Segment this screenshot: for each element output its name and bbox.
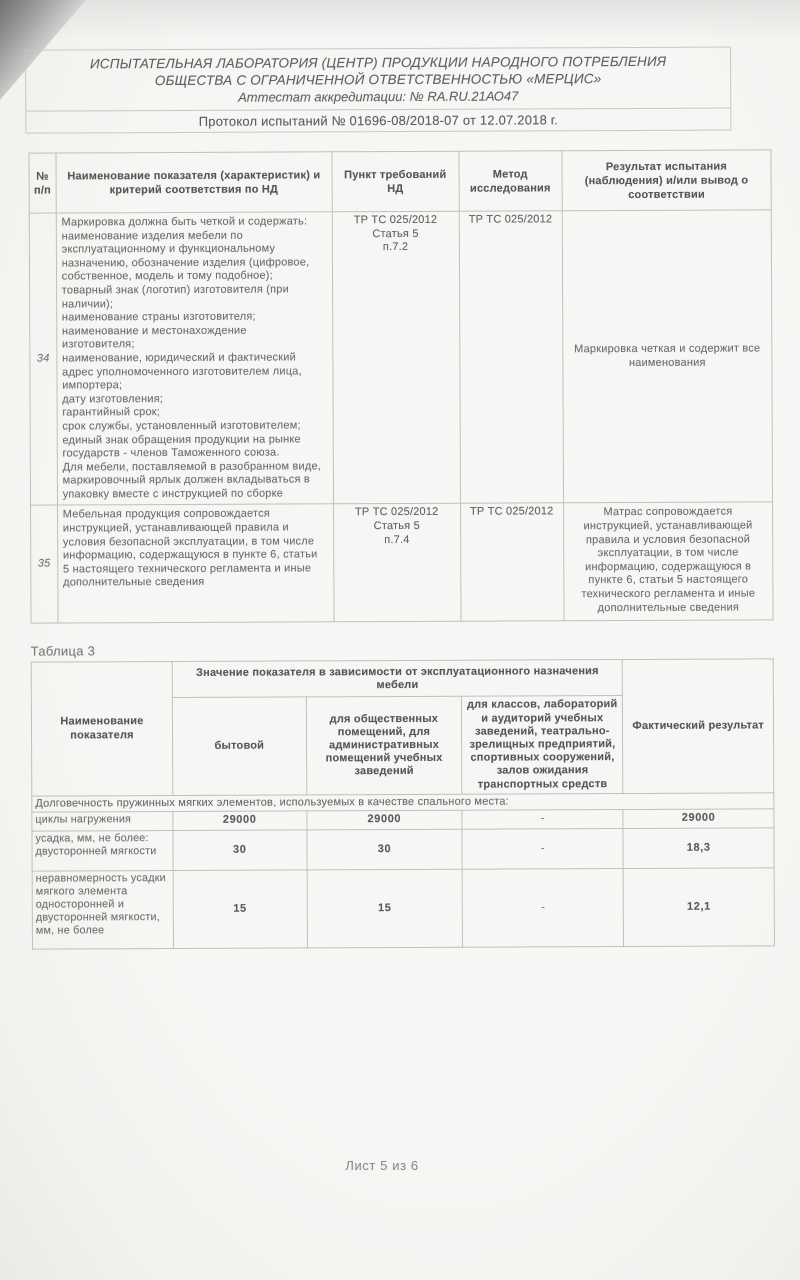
table3-merged-header-row	[31, 659, 773, 698]
clause-cell: ТР ТС 025/2012 Статья 5 п.7.2	[332, 211, 460, 504]
table3-header-public: для общественных помещений, для административных помещений учебных заведений	[306, 697, 462, 795]
table3-header-classrooms: для классов, лабораторий и аудиторий учебных заведений, театрально-зрелищных предприятий, спортивных сооружений, залов ожидания транспортных средств	[462, 696, 623, 794]
table3	[31, 659, 775, 950]
indicator-cell: Мебельная продукция сопровождается инструкцией, устанавливающей правила и условия безопасной эксплуатации, в том числе информацию, содержащуюся в пункте 6, статьи 5 настоящего технического регламента и иные дополнительные сведения	[57, 504, 334, 623]
section-title-cell: Долговечность пружинных мягких элементов, используемых в качестве спального места:	[32, 793, 774, 813]
results-table	[28, 149, 773, 624]
table3-merged-header: Значение показателя в зависимости от эксплуатационного назначения мебели	[172, 660, 623, 698]
results-header-row	[29, 150, 771, 213]
value-cell: 15	[173, 870, 307, 949]
lab-title-line2: ОБЩЕСТВА С ОГРАНИЧЕННОЙ ОТВЕТСТВЕННОСТЬЮ «МЕРЦИС»	[154, 71, 602, 89]
header-result: Результат испытания (наблюдения) и/или вывод о соответствии	[562, 150, 772, 211]
table3-header-name: Наименование показателя	[31, 662, 173, 796]
protocol-title: Протокол испытаний № 01696-08/2018-07 от 12.07.2018 г.	[198, 112, 558, 129]
value-cell: 12,1	[623, 868, 774, 947]
document-content	[28, 46, 775, 949]
value-cell: 18,3	[623, 828, 774, 869]
table3-row-unevenness	[32, 868, 774, 949]
row-number: 34	[29, 213, 57, 506]
value-cell: -	[462, 869, 623, 948]
value-cell: -	[462, 810, 623, 829]
lab-title-line1: ИСПЫТАТЕЛЬНАЯ ЛАБОРАТОРИЯ (ЦЕНТР) ПРОДУКЦИИ НАРОДНОГО ПОТРЕБЛЕНИЯ	[89, 53, 667, 72]
value-cell: 15	[307, 869, 463, 948]
value-cell: 30	[173, 830, 307, 871]
method-cell: ТР ТС 025/2012	[460, 503, 564, 621]
parameter-name-cell: усадка, мм, не более: двусторонней мягкости	[32, 831, 173, 872]
parameter-name-cell: неравномерность усадки мягкого элемента односторонней и двусторонней мягкости, мм, не более	[32, 871, 173, 950]
accreditation-line: Аттестат аккредитации: № RA.RU.21АО47	[238, 88, 519, 105]
row-number: 35	[31, 505, 58, 623]
table-row-34	[29, 210, 772, 506]
value-cell: 29000	[173, 811, 307, 830]
table3-row-shrinkage	[32, 828, 774, 871]
document-header	[25, 47, 731, 134]
result-cell: Маркировка четкая и содержит все наименования	[562, 210, 773, 503]
indicator-cell: Маркировка должна быть четкой и содержать: наименование изделия мебели по эксплуатационному и функциональному назначению, обозначение изделия (цифровое, собственное, модель и тому подобное); товарный знак (логотип) изготовителя (при наличии); наименование страны изготовителя; наименование и местонахождение изготовителя; наименование, юридический и фактический адрес уполномоченного изготовителем лица, импортера; дату изготовления; гарантийный срок; срок службы, установленный изготовителем; единый знак обращения продукции на рынке государств - членов Таможенного союза. Для мебели, поставляемой в разобранном виде, маркировочный ярлык должен вкладываться в упаковку вместе с инструкцией по сборке	[56, 212, 333, 506]
header-clause: Пункт требований НД	[332, 151, 459, 212]
result-cell: Матрас сопровождается инструкцией, устанавливающей правила и условия безопасной эксплуатации, в том числе информацию, содержащуюся в пункте 6, статьи 5 настоящего технического регламента и иные дополнительные сведения	[563, 502, 773, 621]
value-cell: 29000	[306, 811, 462, 830]
header-num: № п/п	[29, 153, 56, 213]
value-cell: -	[462, 829, 623, 870]
table3-header-actual: Фактический результат	[623, 659, 774, 793]
method-cell: ТР ТС 025/2012	[459, 211, 563, 504]
page-number-footer: Лист 5 из 6	[345, 1158, 419, 1173]
table3-header-household: бытовой	[172, 697, 306, 795]
table-row-35	[31, 502, 774, 623]
header-method: Метод исследования	[459, 151, 562, 211]
lab-title-block	[26, 48, 730, 112]
clause-cell: ТР ТС 025/2012 Статья 5 п.7.4	[333, 504, 460, 623]
table3-caption: Таблица 3	[30, 643, 96, 660]
value-cell: 30	[306, 829, 462, 870]
header-indicator: Наименование показателя (характеристик) и критерий соответствия по НД	[56, 152, 332, 213]
parameter-name-cell: циклы нагружения	[32, 812, 173, 831]
value-cell: 29000	[623, 809, 774, 828]
